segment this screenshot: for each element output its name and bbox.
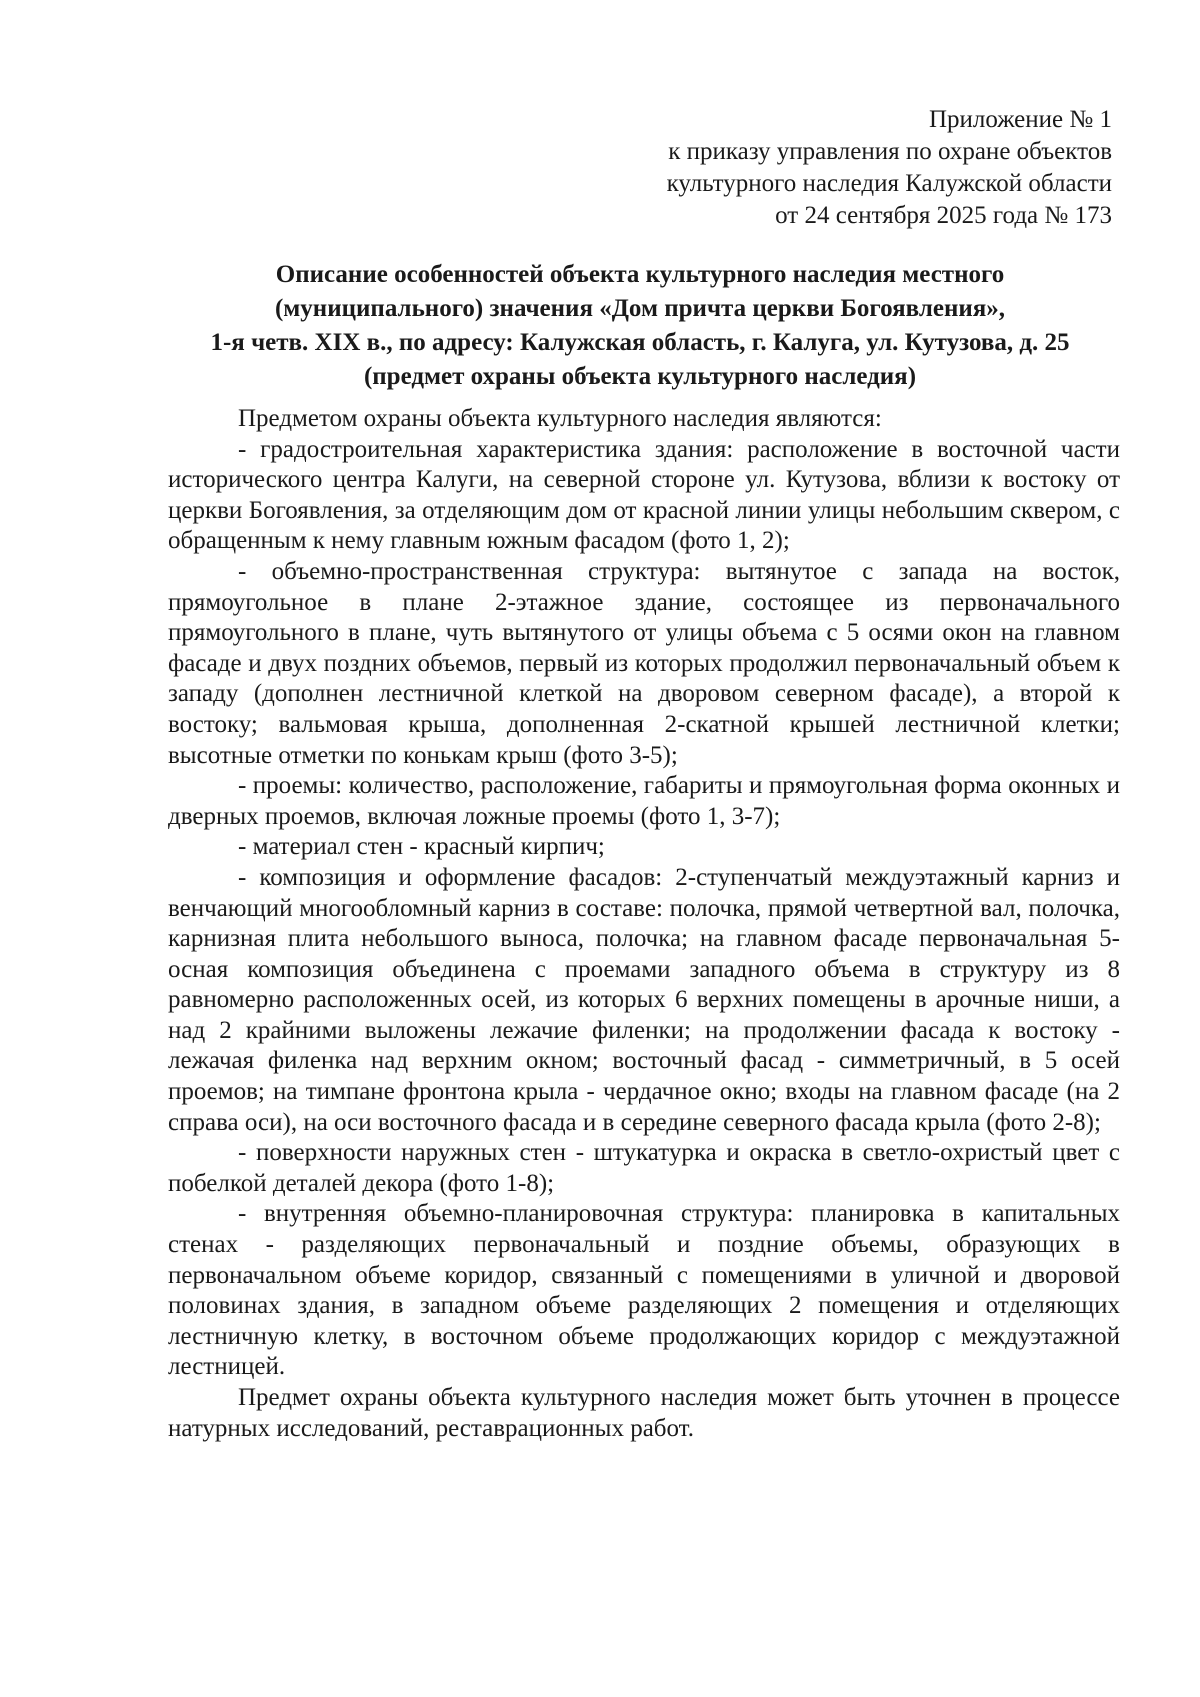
appendix-order-ref: к приказу управления по охране объектов: [668, 138, 1112, 165]
document-body: [168, 404, 1120, 1444]
closing-paragraph: Предмет охраны объекта культурного наследия может быть уточнен в процессе натурных исследований, реставрационных работ.: [168, 1384, 1120, 1442]
item-spatial-structure: - объемно-пространственная структура: вытянутое с запада на восток, прямоугольное в плане 2-этажное здание, состоящее из первоначального прямоугольного в плане, чуть вытянутого от улицы объема с 5 осями окон на главном фасаде и двух поздних объемов, первый из которых продолжил первоначальный объем к западу (дополнен лестничной клеткой на дворовом северном фасаде), а второй к востоку; вальмовая крыша, дополненная 2-скатной крышей лестничной клетки; высотные отметки по конькам крыш (фото 3-5);: [168, 557, 1120, 769]
document-title: [160, 258, 1120, 394]
item-interior-structure: - внутренняя объемно-планировочная структура: планировка в капитальных стенах - разделяющих первоначальный и поздние объемы, образующих в первоначальном объеме коридор, связанный с помещениями в уличной и дворовой половинах здания, в западном объеме разделяющих 2 помещения и отделяющих лестничную клетку, в восточном объеме продолжающих коридор с междуэтажной лестницей.: [168, 1200, 1120, 1381]
item-openings: - проемы: количество, расположение, габариты и прямоугольная форма оконных и дверных проемов, включая ложные проемы (фото 1, 3-7);: [168, 772, 1120, 830]
item-urban-planning: - градостроительная характеристика здания: расположение в восточной части исторического центра Калуги, на северной стороне ул. Кутузова, вблизи к востоку от церкви Богоявления, за отделяющим дом от красной линии улицы небольшим сквером, с обращенным к нему главным южным фасадом (фото 1, 2);: [168, 435, 1120, 555]
appendix-authority: культурного наследия Калужской области: [666, 170, 1112, 197]
item-facade-composition: - композиция и оформление фасадов: 2-ступенчатый междуэтажный карниз и венчающий многообломный карниз в составе: полочка, прямой четвертной вал, полочка, карнизная плита небольшого выноса, полочка; на главном фасаде первоначальная 5-осная композиция объединена с проемами западного объема в структуру из 8 равномерно расположенных осей, из которых 6 верхних помещены в арочные ниши, а над 2 крайними выложены лежачие филенки; на продолжении фасада к востоку - лежачая филенка над верхним окном; восточный фасад - симметричный, в 5 осей проемов; на тимпане фронтона крыла - чердачное окно; входы на главном фасаде (на 2 справа оси), на оси восточного фасада и в середине северного фасада крыла (фото 2-8);: [168, 863, 1120, 1136]
intro-paragraph: Предметом охраны объекта культурного наследия являются:: [238, 405, 882, 432]
appendix-number: Приложение № 1: [928, 106, 1112, 133]
title-line-1: Описание особенностей объекта культурного наследия местного: [275, 261, 1005, 288]
appendix-date-number: от 24 сентября 2025 года № 173: [775, 202, 1112, 229]
item-wall-material: - материал стен - красный кирпич;: [238, 833, 605, 861]
title-line-2: (муниципального) значения «Дом причта церкви Богоявления»,: [274, 295, 1006, 322]
item-wall-surfaces: - поверхности наружных стен - штукатурка и окраска в светло-охристый цвет с побелкой деталей декора (фото 1-8);: [168, 1139, 1120, 1197]
title-line-4: (предмет охраны объекта культурного наследия): [363, 363, 917, 390]
title-line-3: 1-я четв. XIX в., по адресу: Калужская область, г. Калуга, ул. Кутузова, д. 25: [210, 329, 1070, 356]
appendix-header: [472, 104, 1112, 232]
